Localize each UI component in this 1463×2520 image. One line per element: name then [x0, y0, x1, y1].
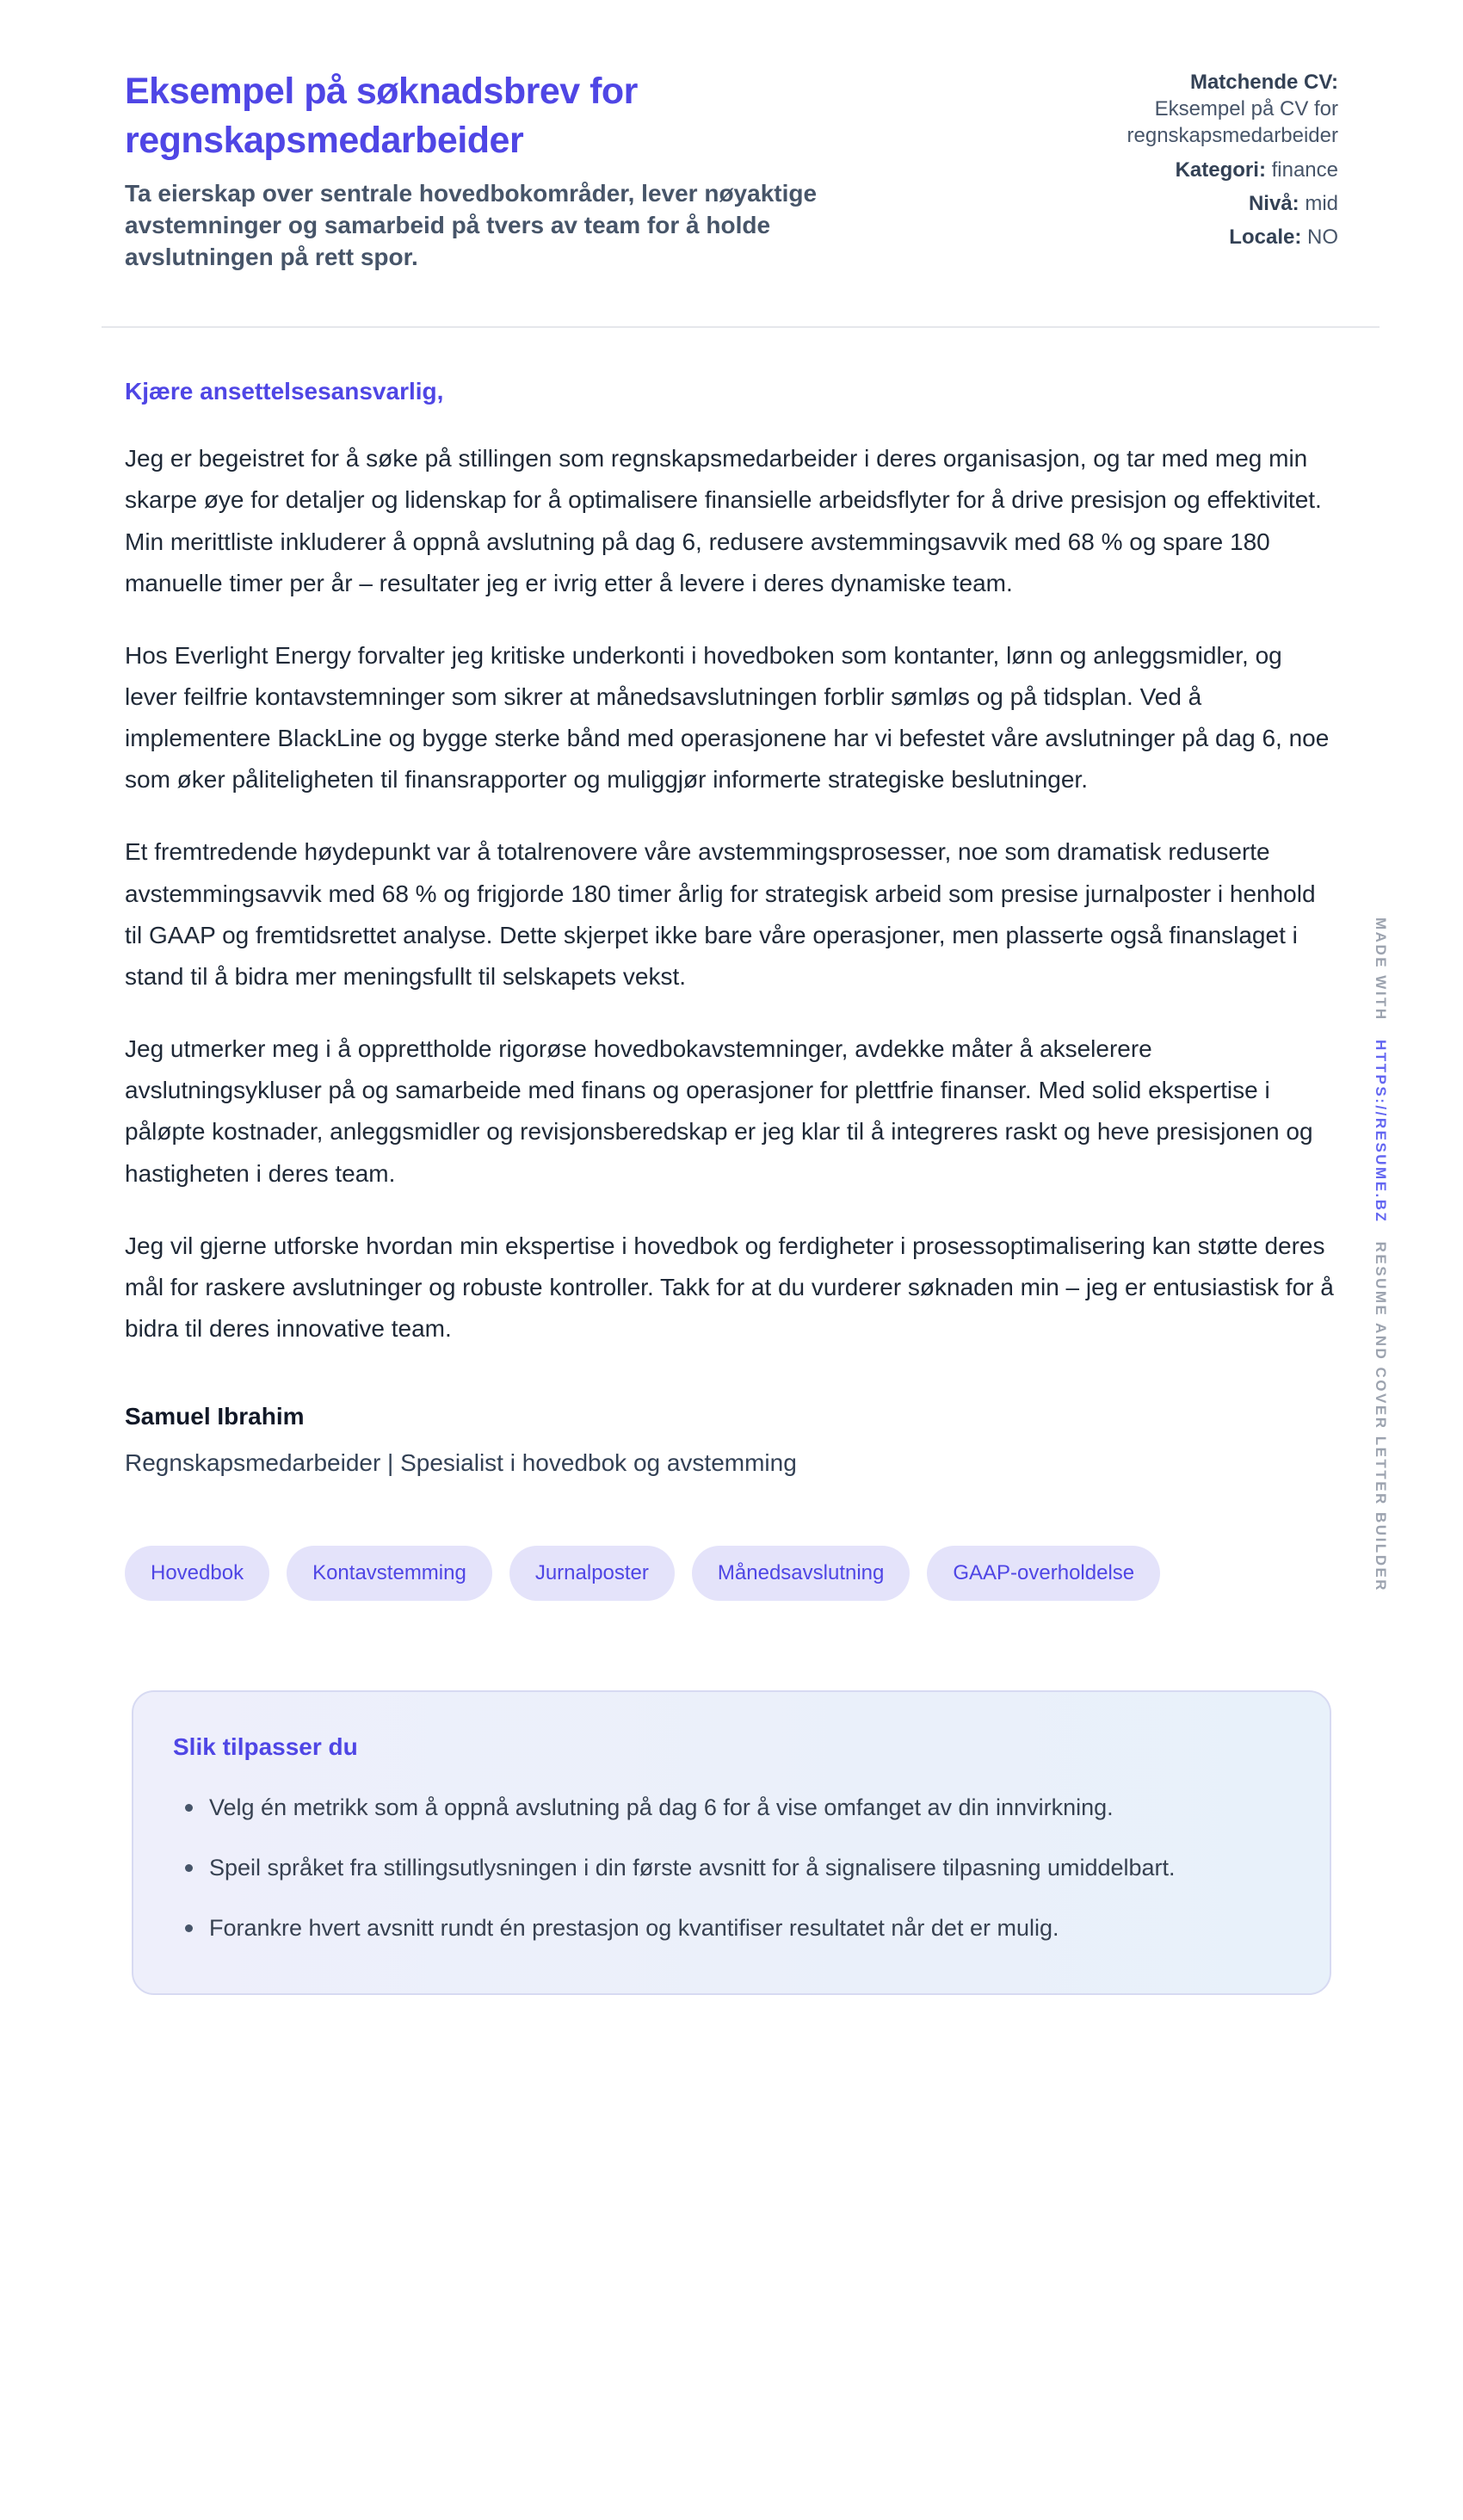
meta-locale [1046, 224, 1338, 250]
tip-text: Velg én metrikk som å oppnå avslutning på dag 6 for å vise omfanget av din innvirkning. [209, 1794, 1114, 1820]
tip-item [173, 1787, 1290, 1830]
tip-text: Speil språket fra stillingsutlysningen i din første avsnitt for å signalisere tilpasning umiddelbart. [209, 1854, 1176, 1881]
watermark-link[interactable]: HTTPS://RESUME.BZ [1373, 1039, 1389, 1224]
tips-box [132, 1690, 1331, 1995]
meta-matching-cv-label: Matchende CV: [1189, 71, 1338, 94]
tag-jurnalposter[interactable]: Jurnalposter [509, 1546, 675, 1601]
meta-level-value: mid [1305, 191, 1338, 215]
meta-category-label: Kategori: [1175, 158, 1266, 182]
watermark-suffix: RESUME AND COVER LETTER BUILDER [1373, 1241, 1389, 1593]
tag-gaap-overholdelse[interactable]: GAAP-overholdelse [927, 1546, 1160, 1601]
meta-level-label: Nivå: [1248, 191, 1299, 215]
meta-locale-value: NO [1307, 225, 1338, 249]
tag-kontavstemming[interactable]: Kontavstemming [287, 1546, 492, 1601]
signature-role: Regnskapsmedarbeider | Spesialist i hovedbok og avstemming [125, 1449, 797, 1477]
meta-level [1046, 190, 1338, 217]
page-subtitle: Ta eierskap over sentrale hovedbokområder, lever nøyaktige avstemninger og samarbeid på tvers av team for å holde avslutningen på rett spor. [125, 179, 818, 270]
bullet-icon [185, 1924, 193, 1932]
letter-greeting: Kjære ansettelsesansvarlig, [125, 378, 444, 405]
watermark [1372, 917, 1389, 1592]
tag-manedsavslutning[interactable]: Månedsavslutning [692, 1546, 910, 1601]
bullet-icon [185, 1804, 193, 1812]
page-title: Eksempel på søknadsbrev for regnskapsmedarbeider [125, 71, 638, 161]
tips-title: Slik tilpasser du [173, 1732, 358, 1760]
meta-category-value: finance [1271, 158, 1338, 182]
meta-matching-cv [1046, 69, 1338, 150]
letter-paragraph: Jeg vil gjerne utforske hvordan min ekspertise i hovedbok og ferdigheter i prosessoptimalisering kan støtte deres mål for raskere avslutninger og robuste kontroller. Takk for at du vurderer søknaden min – jeg er entusiastisk for å bidra til deres innovative team. [125, 1232, 1334, 1343]
header-titles [125, 67, 1028, 273]
header-divider [102, 326, 1380, 328]
letter-paragraph: Jeg utmerker meg i å opprettholde rigorøse hovedbokavstemninger, avdekke måter å akselerere avslutningsykluser på og samarbeide med finans og operasjoner for plettfrie finanser. Med solid ekspertise i påløpte kostnader, anleggsmidler og revisjonsberedskap er jeg klar til å integreres raskt og heve presisjonen og hastigheten i deres team. [125, 1035, 1313, 1187]
meta-box [1046, 67, 1338, 257]
tip-item [173, 1907, 1290, 1950]
letter-body [125, 378, 1338, 1477]
letter-paragraph: Et fremtredende høydepunkt var å totalrenovere våre avstemmingsprosesser, noe som dramatisk reduserte avstemmingsavvik med 68 % og frigjorde 180 timer årlig for strategisk arbeid som presise jurnalposter i henhold til GAAP og fremtidsrettet analyse. Dette skjerpet ikke bare våre operasjoner, men plasserte også finanslaget i stand til å bidra mer meningsfullt til selskapets vekst. [125, 838, 1316, 990]
header [125, 67, 1338, 273]
watermark-prefix: MADE WITH [1373, 917, 1389, 1022]
tips-list [173, 1787, 1290, 1950]
meta-category [1046, 157, 1338, 183]
tags-row [125, 1546, 1338, 1601]
meta-locale-label: Locale: [1229, 225, 1302, 249]
letter-paragraph: Jeg er begeistret for å søke på stillingen som regnskapsmedarbeider i deres organisasjon, og tar med meg min skarpe øye for detaljer og lidenskap for å optimalisere finansielle arbeidsflyter for å drive presisjon og effektivitet. Min merittliste inkluderer å oppnå avslutning på dag 6, redusere avstemmingsavvik med 68 % og spare 180 manuelle timer per år – resultater jeg er ivrig etter å levere i deres dynamiske team. [125, 445, 1322, 596]
tag-hovedbok[interactable]: Hovedbok [125, 1546, 269, 1601]
letter-paragraph: Hos Everlight Energy forvalter jeg kritiske underkonti i hovedboken som kontanter, lønn og anleggsmidler, og lever feilfrie kontavstemninger som sikrer at månedsavslutningen forblir sømløs og på tidsplan. Ved å implementere BlackLine og bygge sterke bånd med operasjonene har vi befestet våre avslutninger på dag 6, noe som øker påliteligheten til finansrapporter og muliggjør informerte strategiske beslutninger. [125, 641, 1330, 794]
bullet-icon [185, 1864, 193, 1872]
signature-name: Samuel Ibrahim [125, 1403, 305, 1430]
tip-text: Forankre hvert avsnitt rundt én prestasjon og kvantifiser resultatet når det er mulig. [209, 1914, 1059, 1941]
tip-item [173, 1847, 1290, 1890]
meta-matching-cv-value: Eksempel på CV for regnskapsmedarbeider [1127, 97, 1338, 148]
